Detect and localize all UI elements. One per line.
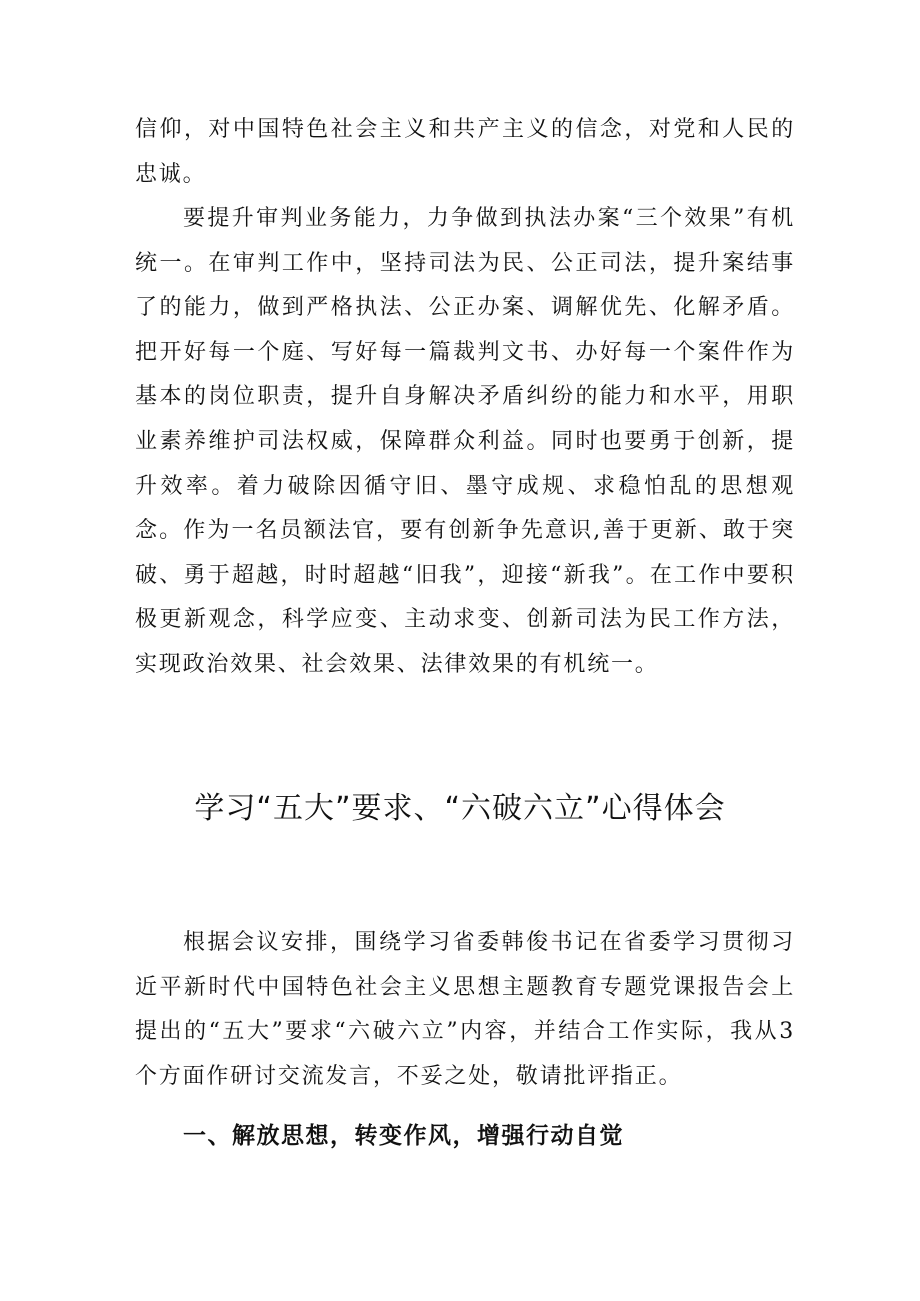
intro-paragraph: 根据会议安排，围绕学习省委韩俊书记在省委学习贯彻习近平新时代中国特色社会主义思想主题教育专题党课报告会上提出的“五大”要求“六破六立”内容，并结合工作实际，我从3个方面作研讨交流发言，不妥之处，敬请批评指正。 [135, 930, 795, 1089]
paragraph-continued: 信仰，对中国特色社会主义和共产主义的信念，对党和人民的忠诚。 [135, 117, 795, 187]
section-heading-1: 一、解放思想，转变作风，增强行动自觉 [183, 1123, 624, 1149]
article-title: 学习“五大”要求、“六破六立”心得体会 [194, 791, 726, 826]
paragraph-trial-capability: 要提升审判业务能力，力争做到执法办案“三个效果”有机统一。在审判工作中，坚持司法为民、公正司法，提升案结事了的能力，做到严格执法、公正办案、调解优先、化解矛盾。把开好每一个庭、写好每一篇裁判文书、办好每一个案件作为基本的岗位职责，提升自身解决矛盾纠纷的能力和水平，用职业素养维护司法权威，保障群众利益。同时也要勇于创新，提升效率。着力破除因循守旧、墨守成规、求稳怕乱的思想观念。作为一名员额法官，要有创新争先意识,善于更新、敢于突破、勇于超越，时时超越“旧我”，迎接“新我”。在工作中要积极更新观念，科学应变、主动求变、创新司法为民工作方法，实现政治效果、社会效果、法律效果的有机统一。 [135, 206, 795, 677]
